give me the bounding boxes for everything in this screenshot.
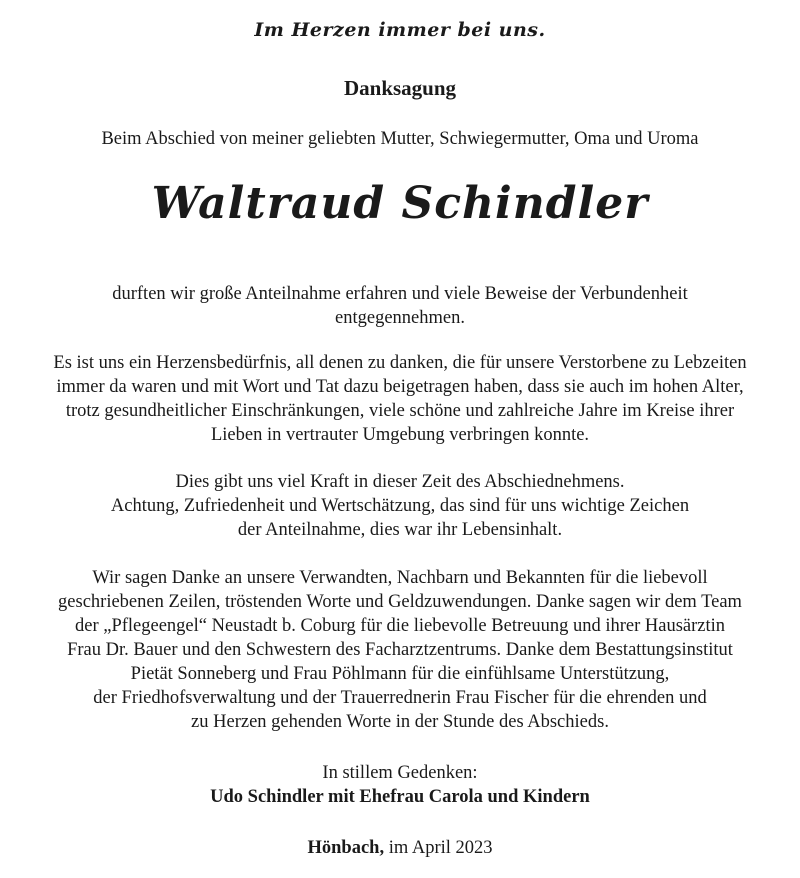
deceased-name: Waltraud Schindler xyxy=(151,178,649,229)
page-title: Danksagung xyxy=(343,76,457,100)
paragraph-4 xyxy=(0,566,800,734)
place-date-text: im April 2023 xyxy=(388,838,493,858)
text-line: durften wir große Anteilnahme erfahren und viele Beweise der Verbundenheit xyxy=(112,284,688,304)
paragraph-1 xyxy=(0,282,800,330)
text-line: Pietät Sonneberg und Frau Pöhlmann für die einfühlsame Unterstützung, xyxy=(130,664,670,684)
text-line: trotz gesundheitlicher Einschränkungen, viele schöne und zahlreiche Jahre im Kreise ihrer xyxy=(65,401,735,421)
text-line: immer da waren und mit Wort und Tat dazu beigetragen haben, dass sie auch im hohen Alter, xyxy=(56,377,744,397)
text-line: Dies gibt uns viel Kraft in dieser Zeit des Abschiednehmens. xyxy=(175,472,625,492)
text-line: Es ist uns ein Herzensbedürfnis, all denen zu danken, die für unsere Verstorbene zu Lebzeiten xyxy=(53,353,747,373)
paragraph-3 xyxy=(0,470,800,542)
text-line: der Friedhofsverwaltung und der Trauerrednerin Frau Fischer für die ehrenden und xyxy=(93,688,707,708)
text-line: der Anteilnahme, dies war ihr Lebensinhalt. xyxy=(237,520,563,540)
place-date xyxy=(0,838,800,859)
text-line: geschriebenen Zeilen, tröstenden Worte und Geldzuwendungen. Danke sagen wir dem Team xyxy=(58,592,742,612)
text-line: Lieben in vertrauter Umgebung verbringen konnte. xyxy=(210,425,590,445)
motto: Im Herzen immer bei uns. xyxy=(254,19,546,41)
text-line: der „Pflegeengel“ Neustadt b. Coburg für die liebevolle Betreuung und ihrer Hausärztin xyxy=(74,616,726,636)
text-line: Frau Dr. Bauer und den Schwestern des Facharztzentrums. Danke dem Bestattungsinstitut xyxy=(67,640,733,660)
closing-line: In stillem Gedenken: xyxy=(322,763,478,783)
closing xyxy=(0,761,800,809)
text-line: Wir sagen Danke an unsere Verwandten, Nachbarn und Bekannten für die liebevoll xyxy=(92,568,708,588)
place-town: Hönbach, xyxy=(307,838,385,858)
text-line: zu Herzen gehenden Worte in der Stunde des Abschieds. xyxy=(191,712,609,732)
text-line: Achtung, Zufriedenheit und Wertschätzung, das sind für uns wichtige Zeichen xyxy=(110,496,690,516)
paragraph-2 xyxy=(0,351,800,447)
text-line: entgegennehmen. xyxy=(335,308,465,328)
signers: Udo Schindler mit Ehefrau Carola und Kindern xyxy=(210,787,590,807)
intro-text: Beim Abschied von meiner geliebten Mutter, Schwiegermutter, Oma und Uroma xyxy=(101,129,699,149)
